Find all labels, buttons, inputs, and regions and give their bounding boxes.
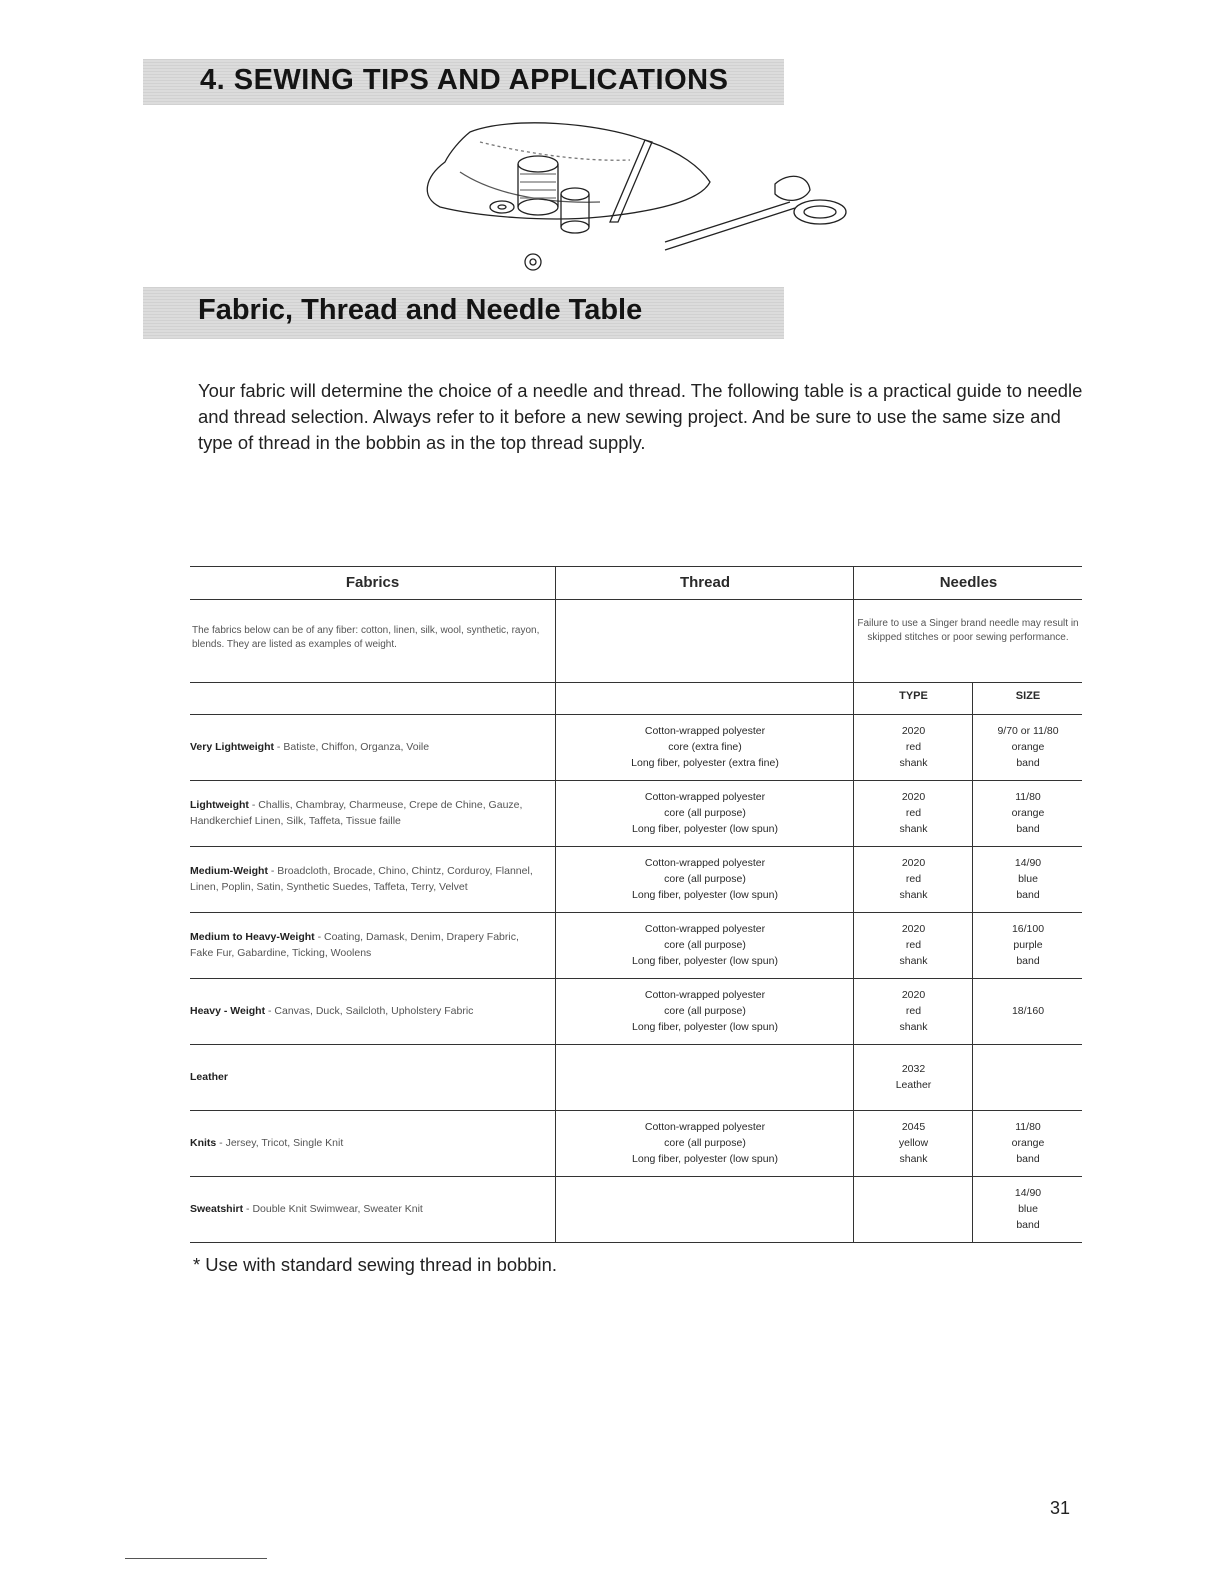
needle-size-line: band: [1016, 1153, 1040, 1165]
intro-paragraph: Your fabric will determine the choice of a needle and thread. The following table is a practical guide to needle and thread selection. Always refer to it before a new sewing project. And be sure to use the same size and type of thread in the bobbin as in the top thread supply.: [198, 380, 1083, 453]
fabric-cell: [190, 978, 545, 1044]
footnote: * Use with standard sewing thread in bobbin.: [193, 1254, 557, 1275]
needle-type-line: 2020: [901, 923, 926, 935]
page-number: 31: [1050, 1498, 1071, 1518]
fabric-examples: - Canvas, Duck, Sailcloth, Upholstery Fabric: [265, 1005, 474, 1017]
needle-size-line: purple: [1013, 939, 1043, 951]
thread-line: core (all purpose): [664, 1005, 746, 1017]
fabric-text: [190, 797, 545, 829]
needle-size-line: band: [1016, 757, 1040, 769]
fabric-cell: [190, 1176, 545, 1242]
needle-size-cell: [974, 1185, 1082, 1233]
thread-line: Long fiber, polyester (low spun): [632, 1153, 778, 1165]
thread-line: core (all purpose): [664, 1137, 746, 1149]
bottom-rule: [125, 1558, 267, 1559]
needle-size-line: 14/90: [1014, 1187, 1042, 1199]
thread-line: Cotton-wrapped polyester: [644, 989, 766, 1001]
fabric-cell: [190, 846, 545, 912]
sewing-notions-illustration: [400, 112, 860, 282]
needle-size-line: 18/160: [1011, 1005, 1045, 1017]
column-divider: [853, 566, 854, 1242]
needle-size-line: blue: [1018, 1203, 1038, 1215]
needle-type-line: shank: [899, 823, 928, 835]
needle-type-line: shank: [899, 889, 928, 901]
fabric-weight: Lightweight: [190, 799, 249, 811]
header-fabrics: Fabrics: [345, 574, 400, 591]
needle-size-line: 11/80: [1015, 1121, 1041, 1133]
fabric-cell: [190, 714, 545, 780]
needle-type-line: 2032: [901, 1063, 926, 1075]
needle-size-cell: [974, 1003, 1082, 1019]
fabric-thread-needle-table: [190, 566, 1082, 1243]
fabric-cell: [190, 1044, 545, 1110]
table-rule: [190, 1242, 1082, 1243]
fabric-weight: Heavy - Weight: [190, 1005, 266, 1017]
needle-type-cell: [855, 1119, 972, 1167]
needle-type-line: shank: [899, 757, 928, 769]
needle-type-line: red: [905, 873, 922, 885]
needle-type-cell: [855, 1061, 972, 1093]
needle-type-line: shank: [899, 955, 928, 967]
needle-type-line: Leather: [895, 1079, 932, 1091]
fabric-weight: Medium-Weight: [190, 865, 268, 877]
needle-size-cell: [974, 723, 1082, 771]
thread-line: Cotton-wrapped polyester: [644, 1121, 766, 1133]
thread-line: core (all purpose): [664, 939, 746, 951]
thread-line: Cotton-wrapped polyester: [644, 725, 766, 737]
fabric-text: [190, 739, 429, 755]
needle-type-cell: [855, 789, 972, 837]
section-title: 4. SEWING TIPS AND APPLICATIONS: [200, 64, 729, 96]
needle-type-line: 2020: [901, 791, 926, 803]
fabric-examples: - Coating, Damask, Denim, Drapery Fabric, Fake Fur, Gabardine, Ticking, Woolens: [190, 931, 519, 959]
thread-line: core (all purpose): [664, 807, 746, 819]
needle-type-cell: [855, 987, 972, 1035]
needle-size-line: 9/70 or 11/80: [997, 725, 1059, 737]
thread-line: Long fiber, polyester (extra fine): [631, 757, 779, 769]
fabric-text: [190, 863, 545, 895]
needle-size-line: orange: [1011, 807, 1045, 819]
needle-size-line: 16/100: [1011, 923, 1045, 935]
section-title-banner: [143, 59, 784, 105]
thread-line: Long fiber, polyester (low spun): [632, 889, 778, 901]
fabric-examples: - Challis, Chambray, Charmeuse, Crepe de Chine, Gauze, Handkerchief Linen, Silk, Taffeta, Tissue faille: [190, 799, 523, 827]
fabric-examples: - Broadcloth, Brocade, Chino, Chintz, Corduroy, Flannel, Linen, Poplin, Satin, Synthetic Suedes, Taffeta, Terry, Velvet: [190, 865, 533, 893]
thread-cell: [557, 789, 853, 837]
needle-type-line: red: [905, 1005, 922, 1017]
thread-line: Long fiber, polyester (low spun): [632, 823, 778, 835]
needle-size-cell: [974, 855, 1082, 903]
table-rule: [190, 682, 1082, 683]
needle-size-cell: [974, 921, 1082, 969]
needle-type-line: red: [905, 741, 922, 753]
needle-size-cell: [974, 789, 1082, 837]
fabric-cell: [190, 912, 545, 978]
header-needles: Needles: [939, 574, 998, 591]
fabric-cell: [190, 780, 545, 846]
thread-line: Long fiber, polyester (low spun): [632, 1021, 778, 1033]
needle-type-line: red: [905, 939, 922, 951]
needles-note: Failure to use a Singer brand needle may result in skipped stitches or poor sewing performance.: [857, 618, 1079, 643]
fabric-text: [190, 929, 545, 961]
needle-size-line: band: [1016, 889, 1040, 901]
fabric-examples: - Jersey, Tricot, Single Knit: [216, 1137, 344, 1149]
needle-type-line: yellow: [898, 1137, 929, 1149]
thread-cell: [557, 855, 853, 903]
needle-size-line: blue: [1018, 873, 1038, 885]
needle-size-line: band: [1016, 1219, 1040, 1231]
needle-type-line: 2045: [901, 1121, 926, 1133]
fabric-text: [190, 1201, 423, 1217]
column-divider: [972, 682, 973, 1242]
fabric-examples: - Double Knit Swimwear, Sweater Knit: [243, 1203, 423, 1215]
needle-size-line: orange: [1011, 741, 1045, 753]
fabric-text: [190, 1069, 228, 1085]
table-rule: [190, 599, 1082, 600]
table-title-banner: [143, 287, 784, 339]
thread-cell: [557, 921, 853, 969]
needle-size-line: band: [1016, 823, 1040, 835]
needle-size-cell: [974, 1119, 1082, 1167]
table-title: Fabric, Thread and Needle Table: [198, 294, 643, 326]
thread-line: Cotton-wrapped polyester: [644, 857, 766, 869]
needle-type-line: shank: [899, 1021, 928, 1033]
needle-type-line: 2020: [901, 989, 926, 1001]
needle-type-cell: [855, 921, 972, 969]
needle-type-line: red: [905, 807, 922, 819]
fabrics-note: The fabrics below can be of any fiber: cotton, linen, silk, wool, synthetic, rayon, blends. They are listed as examples of weight.: [192, 625, 540, 650]
fabric-weight: Leather: [190, 1071, 228, 1083]
thread-line: core (extra fine): [668, 741, 742, 753]
fabric-weight: Sweatshirt: [190, 1203, 244, 1215]
needle-type-line: 2020: [901, 725, 926, 737]
needle-size-line: 11/80: [1015, 791, 1041, 803]
thread-cell: [557, 1119, 853, 1167]
thread-line: Cotton-wrapped polyester: [644, 791, 766, 803]
needle-size-line: band: [1016, 955, 1040, 967]
fabric-weight: Knits: [190, 1137, 217, 1149]
subheader-size: SIZE: [1015, 690, 1041, 702]
thread-line: Long fiber, polyester (low spun): [632, 955, 778, 967]
header-thread: Thread: [679, 574, 730, 591]
thread-cell: [557, 723, 853, 771]
fabric-cell: [190, 1110, 545, 1176]
needle-type-line: shank: [899, 1153, 928, 1165]
subheader-type: TYPE: [899, 690, 928, 702]
needle-size-line: orange: [1011, 1137, 1045, 1149]
thread-cell: [557, 987, 853, 1035]
fabric-weight: Very Lightweight: [190, 741, 275, 753]
column-divider: [555, 566, 556, 1242]
fabric-text: [190, 1003, 473, 1019]
fabric-examples: - Batiste, Chiffon, Organza, Voile: [274, 741, 430, 753]
needle-type-cell: [855, 855, 972, 903]
needle-type-cell: [855, 723, 972, 771]
table-rule: [190, 566, 1082, 567]
needle-size-line: 14/90: [1014, 857, 1042, 869]
needle-type-line: 2020: [901, 857, 926, 869]
fabric-weight: Medium to Heavy-Weight: [190, 931, 315, 943]
fabric-text: [190, 1135, 343, 1151]
thread-line: core (all purpose): [664, 873, 746, 885]
thread-line: Cotton-wrapped polyester: [644, 923, 766, 935]
